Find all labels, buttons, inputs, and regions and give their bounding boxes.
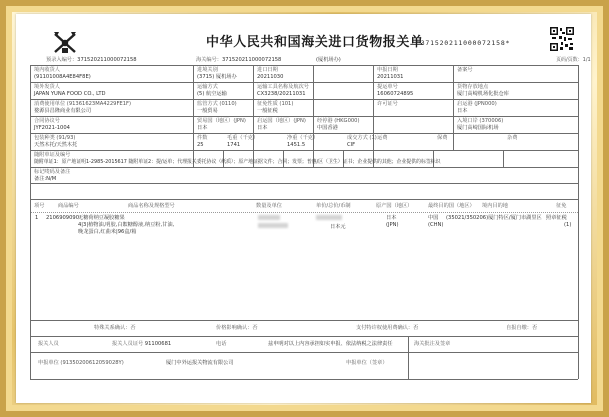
misc-label: 杂费 bbox=[507, 135, 518, 141]
supervision-code: (0110) bbox=[219, 101, 237, 107]
exit-customs-code: (3715) bbox=[197, 74, 215, 80]
origin-country-label: 启运国（地区） bbox=[257, 118, 294, 124]
terms-label: 成交方式 bbox=[347, 135, 368, 141]
price-impact: 价格影响确认：否 bbox=[216, 325, 258, 331]
dest-code: (CHN) bbox=[428, 222, 444, 228]
contract: JYF2021-1004 bbox=[34, 125, 70, 131]
hs-code: 2106909090 bbox=[46, 215, 80, 221]
currency: 日本元 bbox=[330, 224, 346, 230]
vessel: CX3238/20211031 bbox=[257, 91, 306, 97]
consignee-label: 境内收货人 bbox=[34, 67, 60, 73]
trade-country: 日本 bbox=[197, 125, 208, 131]
col-item-no: 项号 bbox=[34, 203, 45, 209]
entry-port-code: (370006) bbox=[479, 118, 504, 124]
user: 婺源县昌隆商业有限公司 bbox=[34, 108, 92, 114]
bl-label: 提运单号 bbox=[377, 84, 398, 90]
vessel-label: 运输工具名称及航次号 bbox=[257, 84, 309, 90]
origin-country-code: (JPN) bbox=[293, 118, 306, 124]
transit-label: 经停港 bbox=[317, 118, 333, 124]
decl-date-label: 申报日期 bbox=[377, 67, 398, 73]
agent-label: 申报单位 bbox=[38, 360, 59, 366]
pack: 天然木托/天然木托 bbox=[34, 142, 78, 148]
levy-code: (101) bbox=[279, 101, 294, 107]
marks-text: 备注:N/M bbox=[34, 176, 57, 182]
ie-date: 20211030 bbox=[257, 74, 284, 80]
supervision: 一般贸易 bbox=[197, 108, 218, 114]
col-hs-code: 商品编号 bbox=[58, 203, 79, 209]
decl-date: 20211031 bbox=[377, 74, 404, 80]
declarant-id: 91100681 bbox=[144, 341, 172, 347]
transport-label: 运输方式 bbox=[197, 84, 218, 90]
seal-label: 申报单位（签章） bbox=[346, 360, 388, 366]
declarant-label: 报关人员 bbox=[38, 341, 59, 347]
item-no: 1 bbox=[35, 215, 39, 221]
goods-name: 无糖荷纳豆凝胶糖果 bbox=[78, 215, 125, 221]
levy: 一般征税 bbox=[257, 108, 278, 114]
record-label: 备案号 bbox=[457, 67, 473, 73]
docs-label: 随附单证及编号 bbox=[34, 152, 71, 158]
levy-label: 征免性质 bbox=[257, 101, 278, 107]
gross: 1741 bbox=[227, 142, 241, 148]
customs-number: 371520211000072158 bbox=[221, 57, 282, 63]
storage: 厦门高崎机场化批仓库 bbox=[457, 91, 509, 97]
levy-mode-code: (1) bbox=[564, 222, 572, 228]
goods-spec-2: 晚龙蛋白,红曲米|96盒/箱 bbox=[78, 229, 137, 235]
entry-port: 厦门高崎国际机场 bbox=[457, 125, 499, 131]
terms-code: (1) bbox=[369, 135, 377, 141]
declaration-form bbox=[16, 14, 591, 403]
port: 日本 bbox=[457, 108, 468, 114]
transport: 航空运输 bbox=[206, 91, 227, 97]
redacted-qty-2 bbox=[258, 223, 288, 228]
dest: 中国 bbox=[428, 215, 439, 221]
ie-date-label: 进口日期 bbox=[257, 67, 278, 73]
col-qty: 数量及单位 bbox=[256, 203, 282, 209]
user-label: 消费使用单位 bbox=[34, 101, 66, 107]
port-code: (JPN000) bbox=[474, 101, 497, 107]
origin-code: (JPN) bbox=[386, 222, 399, 228]
trade-country-code: (JPN) bbox=[233, 118, 246, 124]
consignee-code: (91101008A4E84F8E) bbox=[34, 74, 91, 80]
freight-label: 运费 bbox=[377, 135, 388, 141]
storage-label: 货物存放地点 bbox=[457, 84, 489, 90]
terms: CIF bbox=[347, 142, 356, 148]
col-unit-price: 单价/总价/币制 bbox=[316, 203, 351, 209]
exit-customs: 厦机场办 bbox=[215, 74, 237, 80]
col-goods-name: 商品名称及规格型号 bbox=[128, 203, 175, 209]
pieces: 25 bbox=[197, 142, 204, 148]
declarant-id-label: 报关人员证号 bbox=[112, 341, 144, 347]
agent: 厦门中外运报关物流有限公司 bbox=[166, 360, 234, 366]
col-levy: 征免 bbox=[556, 203, 567, 209]
insurance-label: 保费 bbox=[437, 135, 448, 141]
net: 1451.5 bbox=[287, 142, 306, 148]
customs-emblem-icon bbox=[52, 30, 78, 56]
customs-number-label: 海关编号： bbox=[196, 57, 222, 63]
redacted-qty bbox=[258, 215, 280, 220]
pieces-label: 件数 bbox=[197, 135, 208, 141]
supervision-label: 监管方式 bbox=[197, 101, 218, 107]
col-dest: 最终目的国（地区） bbox=[428, 203, 475, 209]
license-label: 许可证号 bbox=[377, 101, 398, 107]
origin: 日本 bbox=[386, 215, 397, 221]
port-label: 启运港 bbox=[457, 101, 473, 107]
preentry-number: 371520211000072158 bbox=[77, 57, 137, 63]
royalty-confirm: 支付特许权使用费确认：否 bbox=[356, 325, 419, 331]
page-title: 中华人民共和国海关进口货物报关单 bbox=[206, 35, 424, 50]
page-indicator: 页码/页数：1/1 bbox=[556, 57, 591, 63]
barcode-number: *371520211000072158* bbox=[416, 39, 511, 47]
pack-code: (91/93) bbox=[56, 135, 76, 141]
port-note: (厦机场办) bbox=[316, 57, 341, 63]
goods-spec: 4|3|植物油,明胶,白絮糖醇液,纳豆粉,甘油, bbox=[78, 222, 175, 228]
origin-country: 日本 bbox=[257, 125, 268, 131]
exit-customs-label: 进境关别 bbox=[197, 67, 218, 73]
transit: 中国香港 bbox=[317, 125, 338, 131]
contract-label: 合同协议号 bbox=[34, 118, 60, 124]
shipper-label: 境外发货人 bbox=[34, 84, 60, 90]
bl-number: 16060724895 bbox=[377, 91, 414, 97]
entry-port-label: 入境口岸 bbox=[457, 118, 478, 124]
col-district: 境内目的地 bbox=[482, 203, 508, 209]
redacted-price bbox=[316, 215, 342, 220]
trade-country-label: 贸易国（地区） bbox=[197, 118, 234, 124]
special-relation: 特殊关系确认：否 bbox=[94, 325, 136, 331]
gross-label: 毛重（千克） bbox=[227, 135, 259, 141]
transit-code: (HKG000) bbox=[334, 118, 360, 124]
district: (35021/350206)厦门特区/厦门市湖里区 bbox=[446, 215, 542, 221]
col-origin: 原产国（地区） bbox=[376, 203, 413, 209]
docs-text: 随附单证1：原产地证明1-2985-2015617 随附单证2：提/运单；代理报关委托协议（纸质）；原产地证据文件；合同；发票；普惠/区（卫生）证书；企业提供的其他；企业提供的标签标识 bbox=[34, 159, 441, 165]
shipper: JAPAN YUNA FOOD CO., LTD bbox=[34, 91, 106, 97]
customs-note-label: 海关批注及签章 bbox=[414, 341, 451, 347]
transport-code: (5) bbox=[197, 91, 205, 97]
user-code: (91361623MA4229FE1F) bbox=[66, 101, 132, 107]
phone-label: 电话 bbox=[216, 341, 227, 347]
preentry-label: 预录入编号： bbox=[46, 57, 78, 63]
marks-label: 标记唛码及备注 bbox=[34, 169, 71, 175]
pack-label: 包装种类 bbox=[34, 135, 55, 141]
statement: 兹申明对以上内容承担如实申报、依法纳税之法律责任 bbox=[268, 341, 393, 347]
self-declare: 自报自缴：否 bbox=[506, 325, 538, 331]
qr-code-icon bbox=[549, 26, 575, 52]
agent-code: (91350200612059028Y) bbox=[60, 360, 124, 366]
levy-mode: 照章征税 bbox=[546, 215, 567, 221]
net-label: 净重（千克） bbox=[287, 135, 319, 141]
